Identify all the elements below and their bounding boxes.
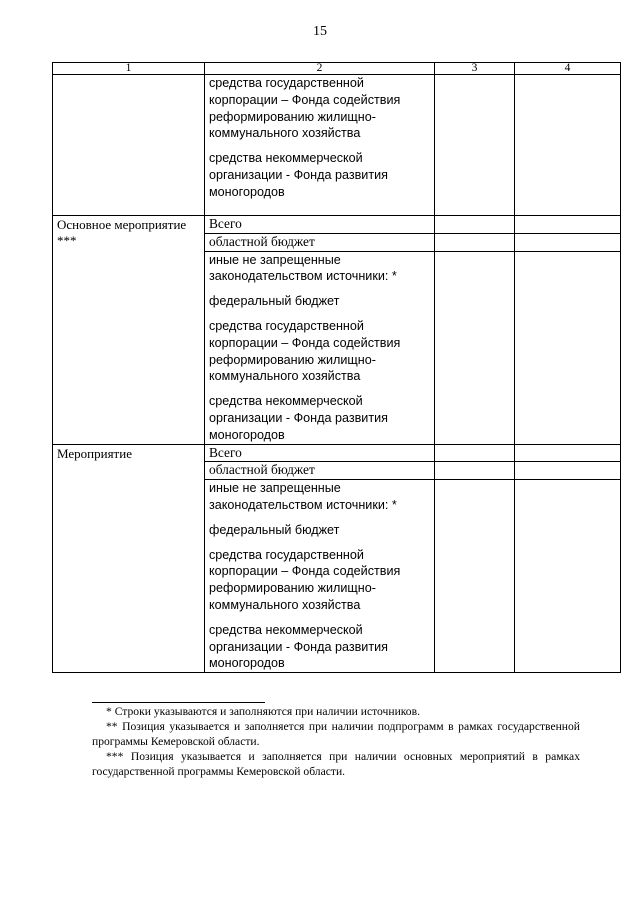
column-number-row — [53, 63, 621, 75]
table-row — [53, 75, 621, 216]
funding-table — [52, 62, 621, 673]
source-item: средства государственной корпорации – Фонда содействия реформированию жилищно-коммунального хозяйства — [209, 76, 401, 141]
table-cell — [435, 216, 515, 234]
source-list-cell — [205, 75, 435, 216]
source-item: иные не запрещенные законодательством источники: * — [209, 481, 397, 512]
regional-budget-label: областной бюджет — [209, 462, 315, 478]
footnote-separator — [92, 702, 265, 703]
source-list-cell — [205, 251, 435, 444]
column-number: 4 — [515, 63, 621, 75]
table-cell — [435, 480, 515, 673]
source-item: средства некоммерческой организации - Фонда развития моногородов — [209, 622, 388, 671]
source-item: средства некоммерческой организации - Фонда развития моногородов — [209, 394, 388, 442]
footnote: *** Позиция указывается и заполняется при наличии основных мероприятий в рамках государственной программы Кемеровской области. — [92, 750, 580, 778]
activity-label: Мероприятие — [57, 445, 132, 461]
table-cell — [435, 462, 515, 480]
total-cell — [205, 216, 435, 234]
table-cell — [435, 444, 515, 462]
source-item: федеральный бюджет — [209, 294, 340, 309]
activity-label-cell — [53, 216, 205, 445]
table-cell — [515, 444, 621, 462]
regional-budget-cell — [205, 462, 435, 480]
footnote: ** Позиция указывается и заполняется при наличии подпрограмм в рамках государственной программы Кемеровской области. — [92, 720, 580, 748]
source-item: средства государственной корпорации – Фонда содействия реформированию жилищно-коммунального хозяйства — [209, 547, 401, 612]
regional-budget-label: областной бюджет — [209, 233, 315, 249]
footnote: * Строки указываются и заполняются при наличии источников. — [106, 705, 420, 718]
column-number: 1 — [53, 63, 205, 75]
table-cell — [53, 75, 205, 216]
source-item: средства некоммерческой организации - Фонда развития моногородов — [209, 151, 388, 199]
table-cell — [435, 251, 515, 444]
table-cell — [435, 233, 515, 251]
table-row — [53, 216, 621, 234]
table-cell — [515, 251, 621, 444]
column-number: 2 — [205, 63, 435, 75]
table-cell — [515, 462, 621, 480]
table-cell — [515, 480, 621, 673]
source-list-cell — [205, 480, 435, 673]
activity-label-cell — [53, 444, 205, 673]
total-label: Всего — [209, 216, 242, 231]
source-item: иные не запрещенные законодательством источники: * — [209, 252, 397, 284]
source-item: федеральный бюджет — [209, 522, 340, 537]
page-number: 15 — [313, 24, 327, 39]
table-cell — [515, 75, 621, 216]
activity-label: Основное мероприятие *** — [57, 217, 187, 248]
column-number: 3 — [435, 63, 515, 75]
table-row — [53, 444, 621, 462]
source-item: средства государственной корпорации – Фонда содействия реформированию жилищно-коммунального хозяйства — [209, 318, 401, 384]
table-cell — [435, 75, 515, 216]
table-cell — [515, 233, 621, 251]
table-cell — [515, 216, 621, 234]
total-cell — [205, 444, 435, 462]
footnotes — [92, 704, 580, 779]
regional-budget-cell — [205, 233, 435, 251]
total-label: Всего — [209, 444, 242, 460]
